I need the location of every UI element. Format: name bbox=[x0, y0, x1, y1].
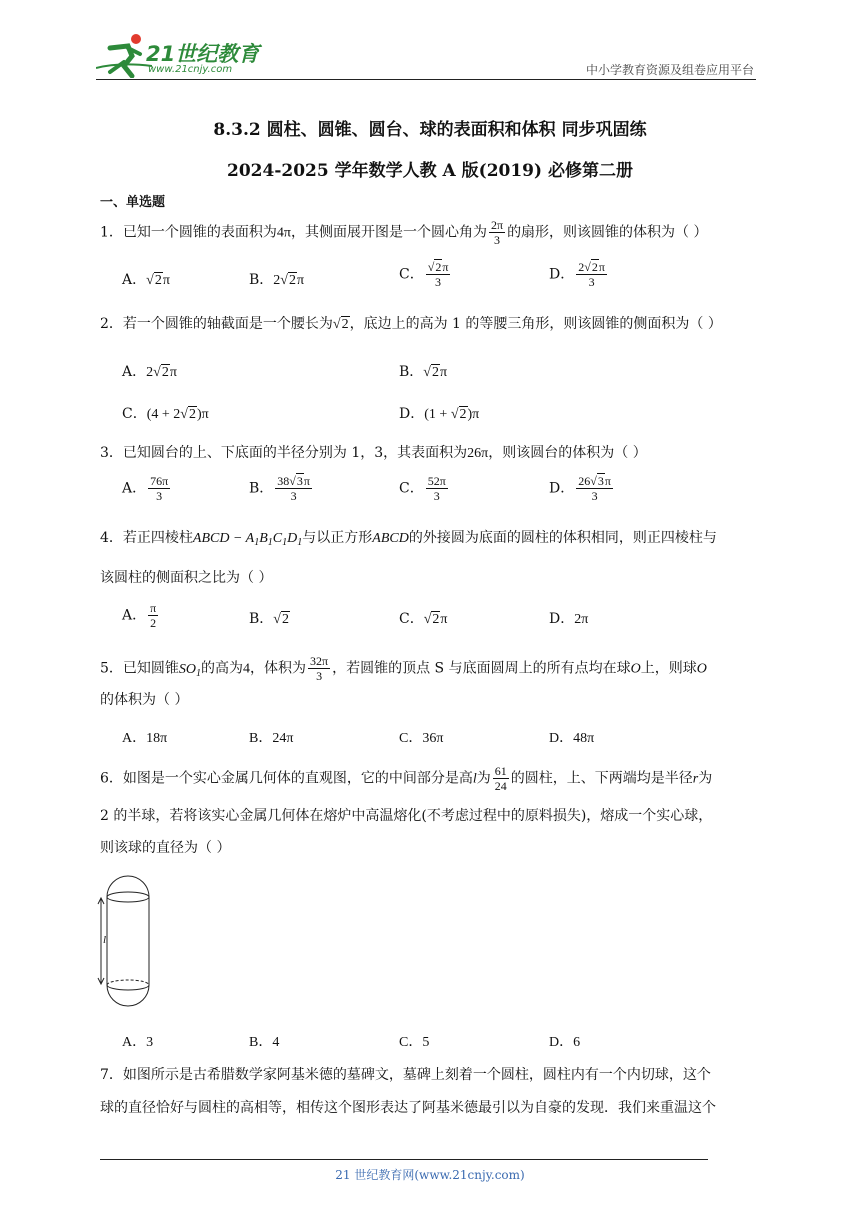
question-3: 3．已知圆台的上、下底面的半径分别为 1，3，其表面积为26π，则该圆台的体积为（ ） bbox=[100, 445, 647, 461]
header-logo bbox=[96, 30, 266, 80]
question-7-line-1: 7．如图所示是古希腊数学家阿基米德的墓碑文，墓碑上刻着一个圆柱，圆柱内有一个内切球，这个 bbox=[100, 1067, 711, 1083]
q1-option-a[interactable]: A．√2π bbox=[122, 272, 170, 288]
q5-option-c[interactable]: C．36π bbox=[399, 731, 444, 746]
q6-option-b[interactable]: B．4 bbox=[249, 1035, 280, 1050]
q2-option-b[interactable]: B．√2π bbox=[399, 364, 448, 380]
q4-option-a[interactable]: A． $\frac{\pi}{2}$ bbox=[122, 601, 157, 630]
question-6-line-3: 则该球的直径为（ ） bbox=[100, 840, 231, 856]
header-rule bbox=[96, 79, 756, 80]
q3-option-d[interactable]: D． $\frac{26√3\pi}{3}$ bbox=[549, 474, 611, 503]
q5-option-d[interactable]: D．48π bbox=[549, 731, 595, 746]
q6-option-c[interactable]: C．5 bbox=[399, 1035, 430, 1050]
title-line-1: 8.3.2 圆柱、圆锥、圆台、球的表面积和体积 同步巩固练 bbox=[213, 120, 647, 140]
header-platform-text: 中小学教育资源及组卷应用平台 bbox=[585, 63, 754, 77]
q2-option-d[interactable]: D．(1 + √2)π bbox=[399, 406, 480, 422]
question-6-line-1: 6．如图是一个实心金属几何体的直观图，它的中间部分是高l为 $\frac{61}{24}$ 的圆柱，上、下两端均是半径r为 bbox=[100, 764, 713, 793]
question-5-line-2: 的体积为（ ） bbox=[100, 692, 189, 708]
section-heading: 一、单选题 bbox=[100, 195, 166, 210]
question-4-line-2: 该圆柱的侧面积之比为（ ） bbox=[100, 570, 273, 586]
q1-option-c[interactable]: C． $\frac{√2\pi}{3}$ bbox=[399, 260, 449, 289]
question-2: 2．若一个圆锥的轴截面是一个腰长为√2，底边上的高为 1 的等腰三角形，则该圆锥的侧面积为（ ） bbox=[100, 316, 722, 332]
title-line-2: 2024-2025 学年数学人教 A 版(2019) 必修第二册 bbox=[227, 161, 633, 181]
figure-label-l: l bbox=[103, 934, 107, 946]
logo-text: 21世纪教育 bbox=[146, 42, 260, 66]
q2-option-c[interactable]: C．(4 + 2√2)π bbox=[122, 406, 209, 422]
q1-option-d[interactable]: D． $\frac{2√2\pi}{3}$ bbox=[549, 260, 605, 289]
q6-option-d[interactable]: D．6 bbox=[549, 1035, 581, 1050]
question-4-line-1: 4．若正四棱柱ABCD − $A_1B_1C_1D_1$与以正方形ABCD的外接圆为底面的圆柱的体积相同，则正四棱柱与 bbox=[100, 530, 717, 548]
q4-option-d[interactable]: D．2π bbox=[549, 611, 589, 627]
q1-option-b[interactable]: B．2√2π bbox=[249, 272, 305, 288]
q3-option-c[interactable]: C． $\frac{52\pi}{3}$ bbox=[399, 474, 446, 503]
runner-logo-icon bbox=[96, 32, 152, 78]
footer-link[interactable]: 21 世纪教育网(www.21cnjy.com) bbox=[335, 1168, 525, 1182]
logo-url: www.21cnjy.com bbox=[148, 64, 233, 75]
q3-option-a[interactable]: A． $\frac{76\pi}{3}$ bbox=[122, 474, 169, 503]
q4-option-c[interactable]: C．√2π bbox=[399, 611, 448, 627]
question-1: 1．已知一个圆锥的表面积为4π，其侧面展开图是一个圆心角为 $\frac{2\pi}{3}$ 的扇形，则该圆锥的体积为（ ） bbox=[100, 218, 708, 247]
question-7-line-2: 球的直径恰好与圆柱的高相等，相传这个图形表达了阿基米德最引以为自豪的发现．我们来重温这个 bbox=[100, 1100, 716, 1116]
capsule-figure bbox=[92, 870, 164, 1020]
q3-option-b[interactable]: B． $\frac{38√3\pi}{3}$ bbox=[249, 474, 310, 503]
question-6-line-2: 2 的半球，若将该实心金属几何体在熔炉中高温熔化(不考虑过程中的原料损失)，熔成一个实心球， bbox=[100, 808, 713, 824]
question-5-line-1: 5．已知圆锥$SO_1$的高为4，体积为 $\frac{32\pi}{3}$ ，若圆锥的顶点 S 与底面圆周上的所有点均在球O上，则球O bbox=[100, 654, 707, 683]
q6-option-a[interactable]: A．3 bbox=[122, 1035, 154, 1050]
q5-option-a[interactable]: A．18π bbox=[122, 731, 168, 746]
q4-option-b[interactable]: B．√2 bbox=[249, 611, 289, 627]
q5-option-b[interactable]: B．24π bbox=[249, 731, 294, 746]
q2-option-a[interactable]: A．2√2π bbox=[122, 364, 177, 380]
footer-rule bbox=[100, 1159, 708, 1160]
